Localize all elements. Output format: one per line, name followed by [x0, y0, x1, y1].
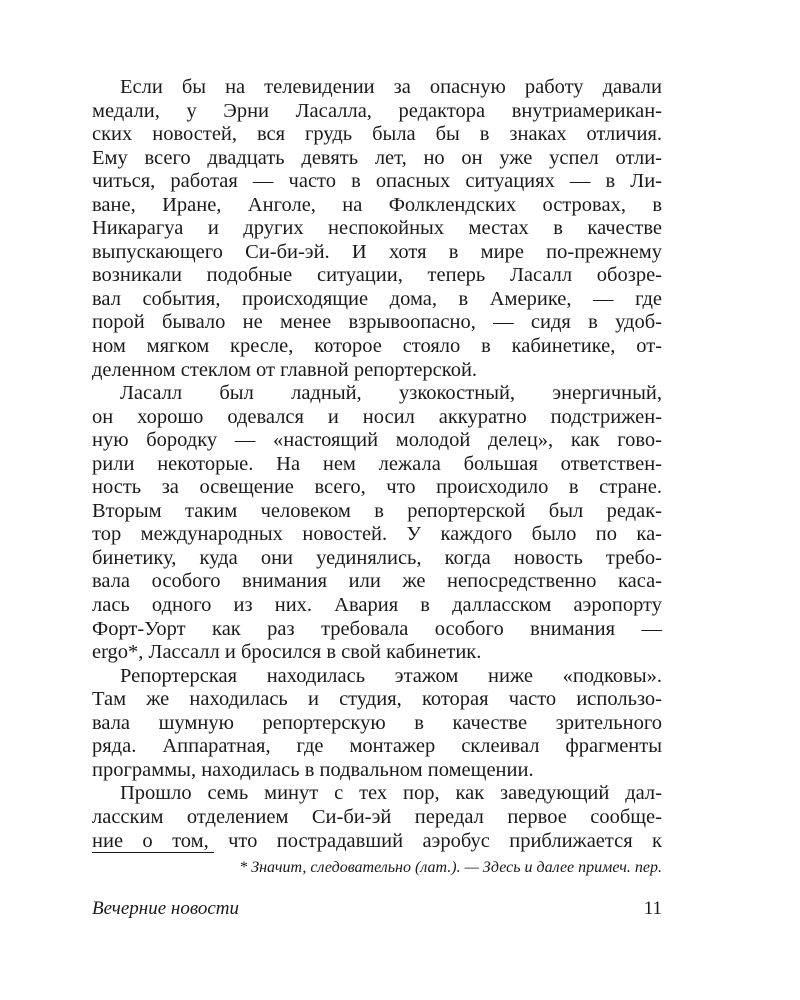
paragraph-4	[92, 782, 662, 853]
text-line: Там же находилась и студия, которая часто использо-	[92, 688, 662, 711]
text-line: Если бы на телевидении за опасную работу давали	[120, 76, 662, 98]
text-line: рили некоторые. На нем лежала большая ответствен-	[92, 452, 662, 475]
footnote: * Значит, следовательно (лат.). — Здесь и далее примеч. пер.	[239, 859, 662, 876]
page-number: 11	[643, 898, 662, 919]
text-line: вала шумную репортерскую в качестве зрительного	[92, 711, 662, 734]
text-line: бинетику, куда они уединялись, когда новость требо-	[92, 546, 662, 569]
text-line: Прошло семь минут с тех пор, как заведующий дал-	[120, 782, 662, 805]
text-line: ласским отделением Си-би-эй передал первое сообще-	[92, 805, 662, 828]
text-line: ность за освещение всего, что происходило в стране.	[92, 476, 662, 499]
text-line: порой бывало не менее взрывоопасно, — сидя в удоб-	[92, 311, 662, 334]
paragraph-1	[92, 76, 662, 382]
text-line: выпускающего Си-би-эй. И хотя в мире по-прежнему	[92, 240, 662, 263]
paragraph-2	[92, 382, 662, 665]
text-line: деленном стеклом от главной репортерской.	[92, 358, 478, 381]
body-text	[92, 76, 662, 853]
text-line: возникали подобные ситуации, теперь Ласалл обозре-	[92, 264, 662, 287]
text-line: программы, находилась в подвальном помещении.	[92, 758, 534, 781]
text-line: ряда. Аппаратная, где монтажер склеивал фрагменты	[92, 735, 662, 758]
text-line: ние о том, что пострадавший аэробус приближается к	[92, 829, 662, 852]
running-title: Вечерние новости	[92, 898, 239, 919]
text-line: ergo*, Лассалл и бросился в свой кабинетик.	[92, 641, 482, 664]
text-line: ских новостей, вся грудь была бы в знаках отличия.	[92, 123, 662, 146]
text-line: Ему всего двадцать девять лет, но он уже успел отли-	[92, 146, 662, 169]
text-line: читься, работая — часто в опасных ситуациях — в Ли-	[92, 170, 662, 193]
text-line: Никарагуа и других неспокойных местах в качестве	[92, 217, 662, 240]
text-line: тор международных новостей. У каждого было по ка-	[92, 523, 662, 546]
text-line: он хорошо одевался и носил аккуратно подстрижен-	[92, 405, 662, 428]
text-line: вал события, происходящие дома, в Америке, — где	[92, 287, 662, 310]
text-line: Ласалл был ладный, узкокостный, энергичный,	[120, 382, 662, 405]
text-line: вала особого внимания или же непосредственно каса-	[92, 570, 662, 593]
text-line: Вторым таким человеком в репортерской был редак-	[92, 499, 662, 522]
footnote-divider	[92, 852, 214, 853]
paragraph-3	[92, 665, 662, 783]
text-line: Репортерская находилась этажом ниже «подковы».	[120, 664, 662, 687]
text-line: ную бородку — «настоящий молодой делец», как гово-	[92, 429, 662, 452]
text-line: Форт-Уорт как раз требовала особого внимания —	[92, 617, 662, 640]
text-line: ном мягком кресле, которое стояло в кабинетике, от-	[92, 335, 662, 358]
text-line: ване, Иране, Анголе, на Фолклендских островах, в	[92, 193, 662, 216]
text-line: медали, у Эрни Ласалла, редактора внутриамерикан-	[92, 99, 662, 122]
text-line: лась одного из них. Авария в далласском аэропорту	[92, 594, 662, 617]
